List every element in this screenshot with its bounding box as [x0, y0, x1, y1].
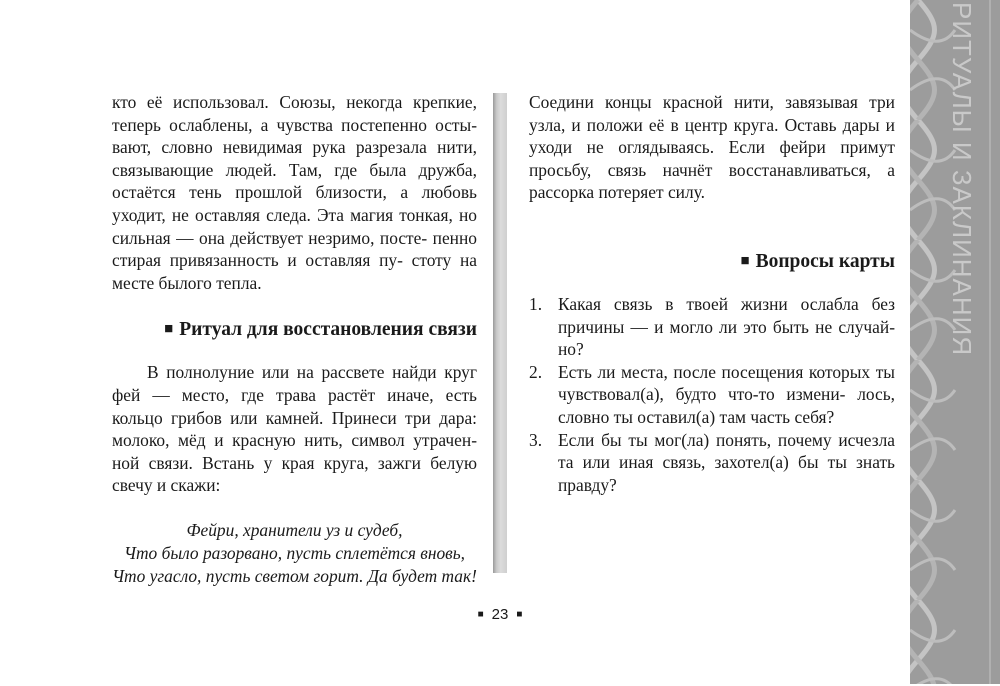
text-line: Если бы ты мог(ла) понять, почему исчезла [558, 429, 895, 450]
text-line: но? [558, 339, 584, 360]
text-line: стоту на месте былого тепла. [112, 250, 477, 293]
text-line: кто её использовал. Союзы, некогда крепкие, [112, 92, 477, 112]
questions-heading-text: Вопросы карты [755, 250, 895, 272]
questions-heading [529, 249, 895, 274]
page-footer [0, 606, 1000, 623]
text-line: и уходи не оглядываясь. Если фейри примут [529, 114, 895, 158]
text-line: ты чувствовал(а), будто что-то измени- [558, 361, 895, 405]
page-number: 23 [491, 606, 509, 623]
heading-marker: ■ [164, 321, 174, 338]
list-number: 2. [529, 361, 543, 382]
continuation-paragraph [529, 91, 895, 204]
text-line: остаётся тень прошлой близости, а любовь [112, 182, 477, 203]
poem-line: Фейри, хранители уз и судеб, [186, 519, 403, 540]
questions-list [529, 293, 895, 496]
text-line: та или иная связь, захотел(а) бы ты знать [558, 452, 895, 473]
list-item [529, 293, 895, 361]
poem-line: Что было разорвано, пусть сплетётся вновь, [124, 542, 465, 563]
column-divider [493, 93, 507, 573]
text-line: просьбу, связь начнёт восстанавливаться, а [529, 159, 895, 180]
text-line: причины — и могло ли это быть не случай- [558, 316, 895, 337]
ritual-heading-text: Ритуал для восстановления связи [179, 319, 477, 341]
incantation-poem [112, 519, 477, 587]
intro-paragraph [112, 91, 477, 294]
text-line: Соедини концы красной нити, завязывая три [529, 92, 895, 112]
text-line: ной связи. Встань у края круга, зажги белую [112, 452, 477, 473]
text-line: кольцо грибов или камней. Принеси три дара: [112, 407, 477, 428]
text-line: правду? [558, 474, 617, 495]
list-item [529, 429, 895, 497]
list-item [529, 361, 895, 429]
list-number: 1. [529, 293, 543, 314]
text-line: теперь ослаблены, а чувства постепенно осты- [112, 114, 477, 135]
left-column [112, 91, 477, 587]
footer-marker: ■ [516, 609, 523, 620]
heading-marker: ■ [740, 252, 750, 269]
side-tab-title-text: РИТУАЛЫ И ЗАКЛИНАНИЯ [947, 2, 977, 357]
poem-line: Что угасло, пусть светом горит. Да будет так! [112, 565, 477, 586]
list-number: 3. [529, 429, 543, 450]
text-line: рассорка потеряет силу. [529, 182, 705, 203]
text-line: лось, словно ты оставил(а) там часть себя? [558, 384, 895, 427]
text-line: связывающие людей. Там, где была дружба, [112, 159, 477, 180]
text-line: фей — место, где трава растёт иначе, есть [112, 384, 477, 405]
text-line: уходит, не оставляя следа. Эта магия тонкая, [112, 204, 453, 225]
text-line: Какая связь в твоей жизни ослабла без [558, 293, 895, 314]
ritual-paragraph [112, 361, 477, 497]
footer-marker: ■ [477, 609, 484, 620]
text-line: свечу и скажи: [112, 475, 221, 496]
text-line: но сильная — она действует незримо, посте- [112, 204, 477, 248]
right-column [529, 91, 895, 496]
text-line: В полнолуние или на рассвете найди круг [147, 362, 477, 383]
text-line: пенно стирая привязанность и оставляя пу- [112, 227, 477, 271]
ritual-heading [112, 317, 477, 342]
text-line: Есть ли места, после посещения которых [558, 361, 871, 382]
text-line: вают, словно невидимая рука разрезала нити, [112, 137, 477, 158]
text-line: молоко, мёд и красную нить, символ утрачен- [112, 430, 477, 451]
side-tab-title [946, 2, 986, 686]
text-line: узла, и положи её в центр круга. Оставь дары [529, 114, 880, 135]
